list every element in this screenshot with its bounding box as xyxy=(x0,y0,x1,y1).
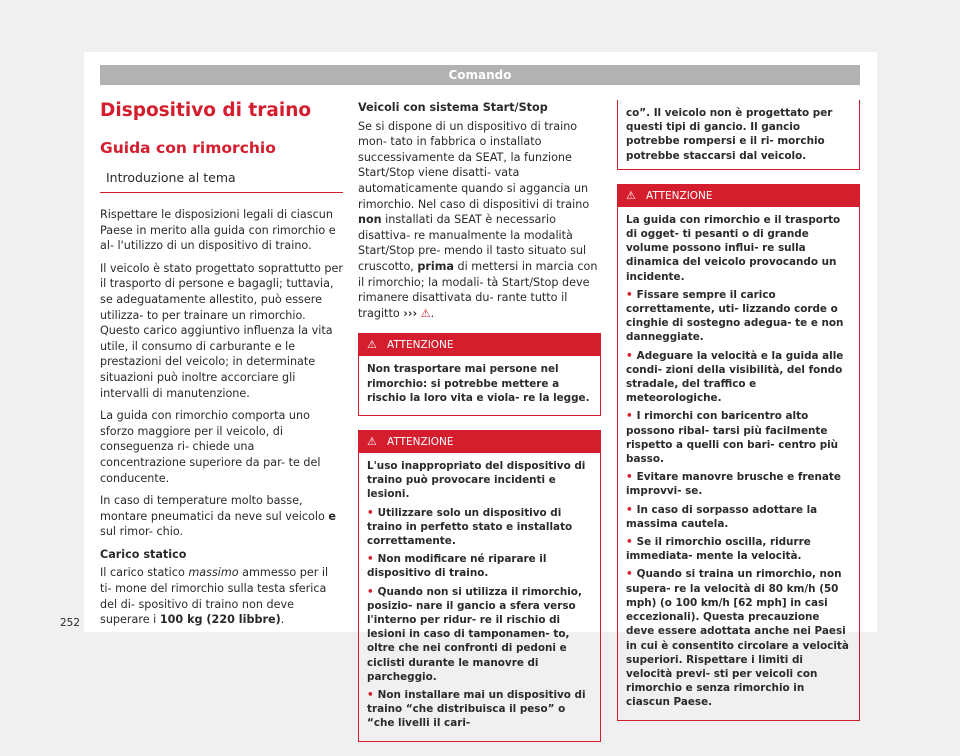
bullet-icon: • xyxy=(367,585,374,598)
paragraph: Il veicolo è stato progettato soprattutto per il trasporto di persone e bagagli; tuttavia, se adeguatamente allestito, può essere utilizza- to per trainare un rimorchio. Questo carico aggiuntivo influenza la vita utile, il consumo di carburante e le prestazioni del veicolo; in determinate situazioni può inoltre accorciare gli intervalli di manutenzione. xyxy=(100,261,343,400)
section-title: Guida con rimorchio xyxy=(100,139,276,157)
bullet-icon: • xyxy=(367,553,374,566)
warning-triangle-icon: ⚠ xyxy=(626,188,636,202)
bullet-icon: • xyxy=(626,503,633,516)
list-item: • Non modificare né riparare il dispositivo di traino. xyxy=(367,553,547,580)
column-3 xyxy=(617,100,860,735)
warning-header: ⚠ ATTENZIONE xyxy=(618,185,859,207)
warning-box xyxy=(617,184,860,721)
warning-body: La guida con rimorchio e il trasporto di ogget- ti pesanti o di grande volume possono influi- re sulla dinamica del veicolo provocando un incidente. • Fissare sempre il carico correttamente, uti- lizzando corde o cinghie di sostegno adegua- te e non danneggiate. • Adeguare la velocità e la guida alle condi- zioni della visibilità, del fondo stradale, del traffico e meteorologiche. • I rimorchi con baricentro alto possono ribal- tarsi più facilmente rispetto a quelli con bari- centro più basso. • Evitare manovre brusche e frenate improvvi- se. • In caso di sorpasso adottare la massima cautela. • Se il rimorchio oscilla, ridurre immediata- mente la velocità. • Quando si traina un rimorchio, non supera- re la velocità di 80 km/h (50 mph) (o 100 km/h [62 mph] in casi eccezionali). Questa precauzione deve essere adottata anche nei Paesi in cui è consentito circolare a velocità superiori. Rispettare i limiti di velocità previ- sti per veicoli con rimorchio e senza rimorchio in ciascun Paese. xyxy=(618,207,859,720)
list-item: • Utilizzare solo un dispositivo di traino in perfetto stato e installato correttamente. xyxy=(367,506,573,547)
section-header: Comando xyxy=(100,65,860,85)
subsection-title-rule xyxy=(100,170,343,193)
paragraph: In caso di temperature molto basse, montare pneumatici da neve sul veicolo e sul rimor- chio. xyxy=(100,494,336,539)
warning-triangle-icon: ⚠ xyxy=(367,434,377,448)
bullet-icon: • xyxy=(367,688,374,701)
list-item: • Quando non si utilizza il rimorchio, posizio- nare il gancio a sfera verso l'interno per ridur- re il rischio di lesioni in caso di tamponamen- to, oltre che nei confronti di pedoni e ciclisti durante le manovre di parcheggio. xyxy=(367,585,582,683)
bullet-icon: • xyxy=(626,410,633,423)
list-item: • Adeguare la velocità e la guida alle condi- zioni della visibilità, del fondo stradale, del traffico e meteorologiche. xyxy=(626,349,844,405)
bullet-icon: • xyxy=(626,536,633,549)
paragraph: Il carico statico massimo ammesso per il ti- mone del rimorchio sulla testa sferica del di- spositivo di traino non deve superare i 100 kg (220 libbre). xyxy=(100,566,329,627)
list-item: • Non installare mai un dispositivo di traino “che distribuisca il peso” o “che livelli il cari- xyxy=(367,688,586,730)
subheading-static-load: Carico statico xyxy=(100,547,187,561)
column-2 xyxy=(358,100,601,756)
page-title: Dispositivo di traino xyxy=(100,100,312,121)
subsection-title: Introduzione al tema xyxy=(106,170,236,185)
list-item: • Quando si traina un rimorchio, non supera- re la velocità di 80 km/h (50 mph) (o 100 km/h [62 mph] in casi eccezionali). Questa precauzione deve essere adottata anche nei Paesi in cui è consentito circolare a velocità superiori. Rispettare i limiti di velocità previ- sti per veicoli con rimorchio e senza rimorchio in ciascun Paese. xyxy=(626,568,849,709)
bullet-icon: • xyxy=(367,506,374,519)
column-1 xyxy=(100,100,343,635)
warning-body: Non trasportare mai persone nel rimorchio: si potrebbe mettere a rischio la loro vita e viola- re la legge. xyxy=(367,363,590,404)
bullet-icon: • xyxy=(626,568,633,581)
warning-triangle-icon: ⚠ xyxy=(420,306,431,320)
warning-header: ⚠ ATTENZIONE xyxy=(359,334,600,356)
bullet-icon: • xyxy=(626,288,633,301)
list-item: • Evitare manovre brusche e frenate improvvi- se. xyxy=(626,471,841,498)
page-number: 252 xyxy=(60,617,81,629)
paragraph: Se si dispone di un dispositivo di traino mon- tato in fabbrica o installato successivamente da SEAT, la funzione Start/Stop viene disatti- vata automaticamente quando si aggancia un rimorchio. Nel caso di dispositivi di traino non installati da SEAT è necessario disattiva- re manualmente la modalità Start/Stop pre- mendo il tasto situato sul cruscotto, prima di mettersi in marcia con il rimorchio; la modali- tà Start/Stop deve rimanere disattivata du- rante tutto il tragitto ››› ⚠. xyxy=(358,119,598,320)
warning-continuation: co”. Il veicolo non è progettato per questi tipi di gancio. Il gancio potrebbe rompersi e il ri- morchio potrebbe staccarsi dal veicolo. xyxy=(617,100,860,170)
list-item: • I rimorchi con baricentro alto possono ribal- tarsi più facilmente rispetto a quelli con bari- centro più basso. xyxy=(626,410,839,466)
subheading-start-stop: Veicoli con sistema Start/Stop xyxy=(358,101,548,114)
bullet-icon: • xyxy=(626,471,633,484)
cross-reference-arrow[interactable]: ››› xyxy=(403,306,418,320)
paragraph: La guida con rimorchio comporta uno sforzo maggiore per il veicolo, di conseguenza ri- chiede una concentrazione superiore da par- te del conducente. xyxy=(100,409,321,485)
warning-box xyxy=(358,333,601,416)
warning-header: ⚠ ATTENZIONE xyxy=(359,431,600,453)
list-item: • Fissare sempre il carico correttamente, uti- lizzando corde o cinghie di sostegno adegua- te e non danneggiate. xyxy=(626,288,844,344)
bullet-icon: • xyxy=(626,349,633,362)
warning-box xyxy=(358,430,601,742)
warning-body: L'uso inappropriato del dispositivo di traino può provocare incidenti e lesioni. • Utilizzare solo un dispositivo di traino in perfetto stato e installato correttamente. • Non modificare né riparare il dispositivo di traino. • Quando non si utilizza il rimorchio, posizio- nare il gancio a sfera verso l'interno per ridur- re il rischio di lesioni in caso di tamponamen- to, oltre che nei confronti di pedoni e ciclisti durante le manovre di parcheggio. • Non installare mai un dispositivo di traino “che distribuisca il peso” o “che livelli il cari- xyxy=(359,453,600,741)
list-item: • In caso di sorpasso adottare la massima cautela. xyxy=(626,503,818,530)
list-item: • Se il rimorchio oscilla, ridurre immediata- mente la velocità. xyxy=(626,536,811,563)
warning-triangle-icon: ⚠ xyxy=(367,338,377,352)
paragraph: Rispettare le disposizioni legali di ciascun Paese in merito alla guida con rimorchio e al- l'utilizzo di un dispositivo di traino. xyxy=(100,208,336,253)
